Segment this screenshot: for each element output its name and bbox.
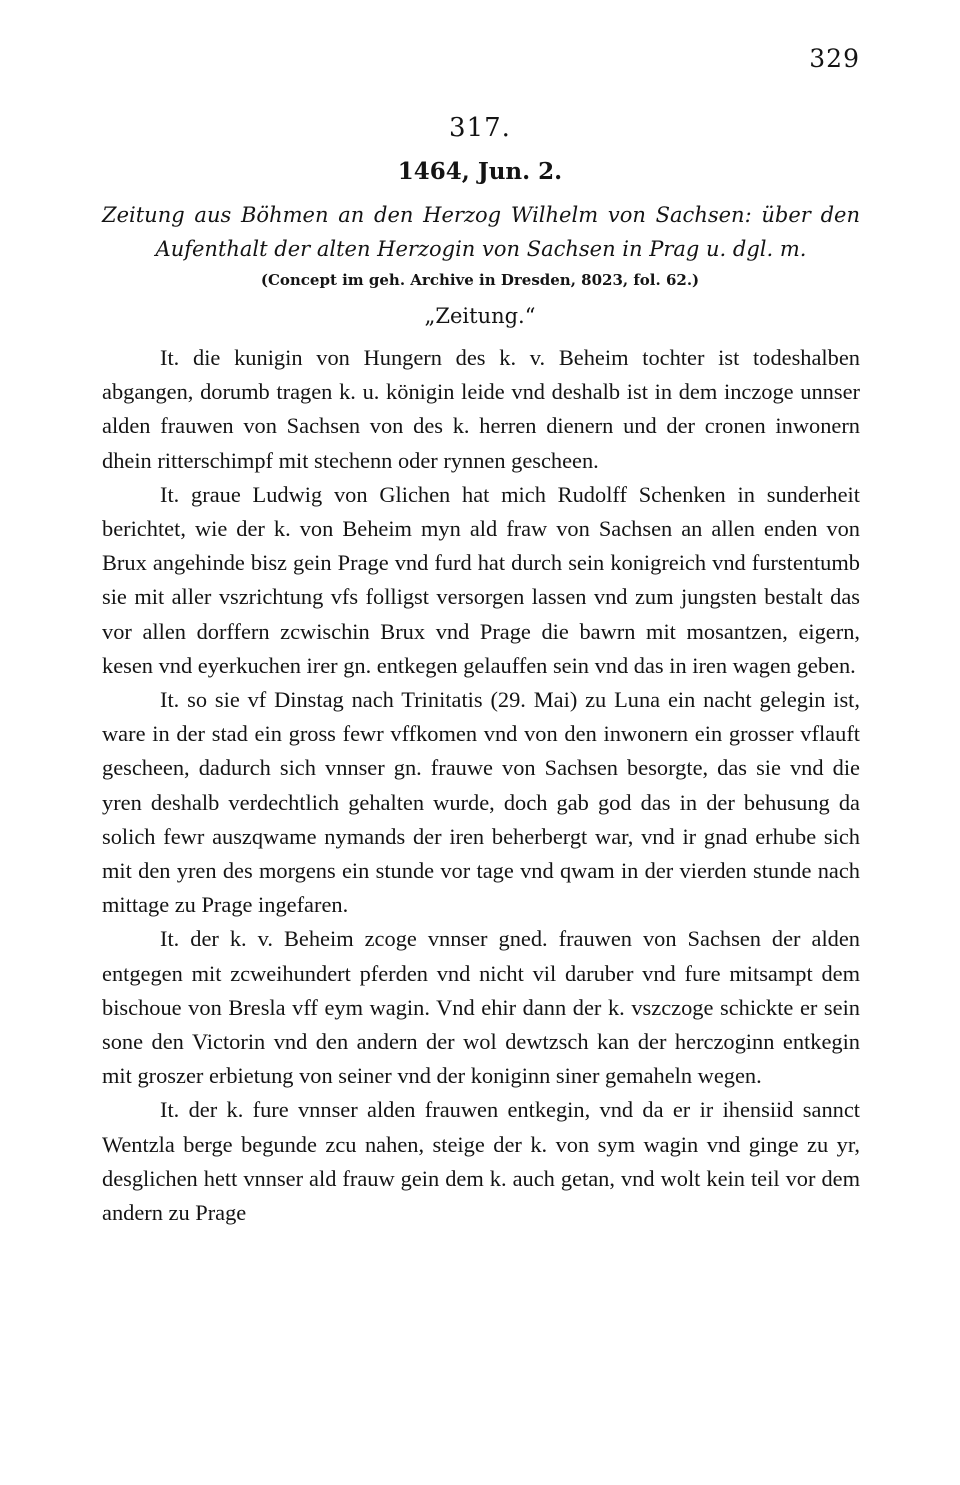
page-number: 329 — [809, 44, 860, 73]
document-summary: Zeitung aus Böhmen an den Herzog Wilhelm von Sachsen: über den Aufenthalt der alten Herzogin von Sachsen in Prag u. dgl. m. — [102, 203, 860, 261]
paragraph: It. der k. v. Beheim zcoge vnnser gned. frauwen von Sachsen der alden entgegen mit zcweihundert pferden vnd nicht vil daruber vnd fure mitsampt dem bischoue von Bresla vff eym wagin. Vnd ehir dann der k. vszczoge schickte er sein sone den Victorin vnd den andern der wol dewtzsch kan der herczoginn entkegin mit groszer erbietung von seiner vnd der koniginn siner gemaheln wegen. — [102, 926, 860, 1089]
document-number: 317. — [449, 113, 511, 143]
paragraph: It. der k. fure vnnser alden frauwen entkegin, vnd da er ir ihensiid sannct Wentzla berge begunde zcu nahen, steige der k. von sym wagin vnd ginge zu yr, desglichen hett vnnser ald frauw gein dem k. auch getan, vnd wolt kein teil vor dem andern zu Prage — [102, 1097, 860, 1226]
document-source: (Concept im geh. Archive in Dresden, 8023, fol. 62.) — [260, 271, 700, 289]
paragraph: It. die kunigin von Hungern des k. v. Beheim tochter ist todeshalben abgangen, dorumb tragen k. u. königin leide vnd deshalb ist in dem inczoge unnser alden frauwen von Sachsen von des k. herren dienern und der cronen inwonern dhein ritterschimpf mit stechenn oder rynnen gescheen. — [102, 345, 860, 473]
paragraph: It. graue Ludwig von Glichen hat mich Rudolff Schenken in sunderheit berichtet, wie der k. von Beheim myn ald fraw von Sachsen an allen enden von Brux angehinde bisz gein Prage vnd furd hat durch sein konigreich vnd furstentumb sie mit aller vszrichtung vfs folligst versorgen lassen vnd zum jungsten bestalt das vor allen dorffern zcwischin Brux vnd Prage die bawrn mit mosantzen, eigern, kesen vnd eyerkuchen irer gn. entkegen gelauffen sein vnd das in iren wagen geben. — [102, 481, 860, 678]
document-date: 1464, Jun. 2. — [397, 158, 563, 185]
body-text — [102, 341, 860, 1230]
document-heading: „Zeitung.“ — [424, 304, 536, 328]
paragraph: It. so sie vf Dinstag nach Trinitatis (29. Mai) zu Luna ein nacht gelegin ist, ware in der stad ein gross fewr vffkomen vnd von den inwonern ein grosser vflauft gescheen, dadurch sich vnnser gn. frauwe von Sachsen besorgte, das sie vnd die yren deshalb verdechtlich gehalten wurde, doch gab god das in der behusung da solich fewr auszqwame nymands der iren beherbergt war, vnd ir gnad erhube sich mit den yren des morgens ein stunde vor tage vnd qwam in der vierden stunde nach mittage zu Prage ingefaren. — [102, 687, 860, 918]
